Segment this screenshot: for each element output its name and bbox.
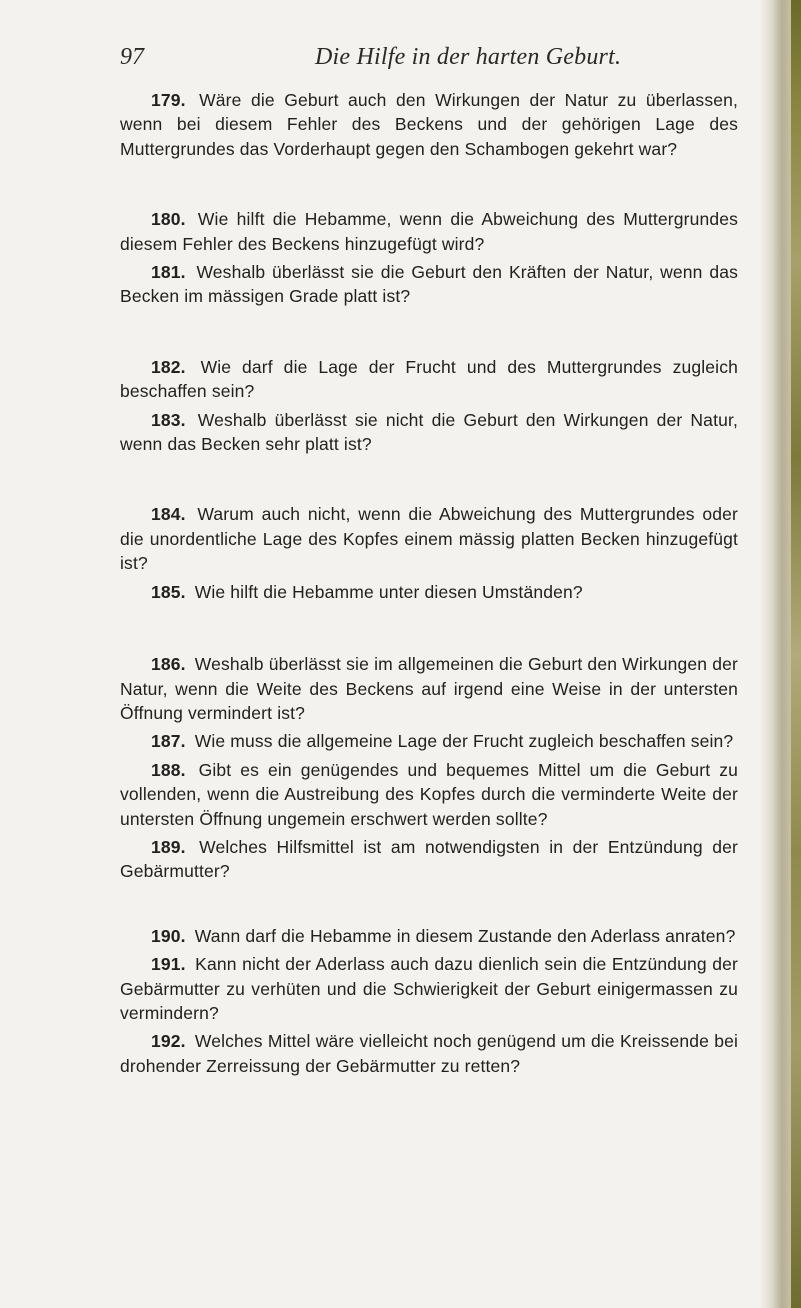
question-number: 185. <box>151 581 186 602</box>
question-number: 181. <box>151 262 186 283</box>
question-number: 187. <box>151 731 186 752</box>
question-text: Weshalb überlässt sie die Geburt den Kräften der Natur, wenn das Becken im mässigen Grade platt ist? <box>120 262 738 307</box>
question-text: Weshalb überlässt sie nicht die Geburt den Wirkungen der Natur, wenn das Becken sehr platt ist? <box>120 409 738 455</box>
question-number: 184. <box>151 504 186 525</box>
question-number: 179. <box>151 90 186 110</box>
question-183 <box>120 408 738 457</box>
question-text: Warum auch nicht, wenn die Abweichung des Muttergrundes oder die unordentliche Lage des Kopfes einem mässig platten Becken hinzugefügt ist? <box>120 504 739 574</box>
page-header <box>120 44 710 74</box>
question-number: 190. <box>151 925 186 946</box>
question-number: 192. <box>151 1031 186 1052</box>
question-number: 189. <box>151 836 186 857</box>
question-190 <box>120 924 738 948</box>
question-188 <box>120 758 738 831</box>
question-181 <box>120 260 738 309</box>
question-185 <box>120 580 738 604</box>
running-title: Die Hilfe in der harten Geburt. <box>315 44 622 70</box>
question-180 <box>120 207 738 256</box>
question-text: Wie hilft die Hebamme unter diesen Umständen? <box>194 581 583 602</box>
question-text: Wie muss die allgemeine Lage der Frucht zugleich beschaffen sein? <box>194 731 734 752</box>
question-text: Gibt es ein genügendes und bequemes Mittel um die Geburt zu vollenden, wenn die Austreibung des Kopfes durch die verminderte Weite der untersten Öffnung ungemein erschwert werden sollte? <box>120 759 739 829</box>
question-list <box>120 88 738 1078</box>
question-179 <box>120 88 738 161</box>
question-text: Welches Hilfsmittel ist am notwendigsten in der Entzündung der Gebärmutter? <box>120 836 738 882</box>
question-number: 182. <box>151 356 186 377</box>
question-text: Welches Mittel wäre vielleicht noch genügend um die Kreissende bei drohender Zerreissung der Gebärmutter zu retten? <box>120 1031 738 1076</box>
question-184 <box>120 502 738 575</box>
question-text: Wann darf die Hebamme in diesem Zustande den Aderlass anraten? <box>194 925 736 946</box>
question-189 <box>120 835 738 884</box>
question-text: Wie darf die Lage der Frucht und des Muttergrundes zugleich beschaffen sein? <box>120 356 738 402</box>
question-186 <box>120 652 738 725</box>
question-192 <box>120 1029 738 1078</box>
question-text: Kann nicht der Aderlass auch dazu dienlich sein die Entzündung der Gebärmutter zu verhüten und die Schwierigkeit der Geburt einigermassen zu vermindern? <box>120 954 738 1023</box>
page-binding-edge <box>759 0 801 1308</box>
question-number: 186. <box>151 654 186 675</box>
question-191 <box>120 952 738 1025</box>
question-text: Wäre die Geburt auch den Wirkungen der Natur zu überlassen, wenn bei diesem Fehler des Beckens und der gehörigen Lage des Muttergrundes das Vorderhaupt gegen den Schambogen gekehrt war? <box>120 90 738 159</box>
question-187 <box>120 729 738 753</box>
question-text: Weshalb überlässt sie im allgemeinen die Geburt den Wirkungen der Natur, wenn die Weite des Beckens auf irgend eine Weise in der untersten Öffnung vermindert ist? <box>120 654 739 723</box>
question-number: 183. <box>151 409 186 430</box>
question-182 <box>120 355 738 404</box>
question-number: 180. <box>151 209 186 230</box>
question-number: 188. <box>151 759 186 780</box>
question-text: Wie hilft die Hebamme, wenn die Abweichung des Muttergrundes diesem Fehler des Beckens hinzugefügt wird? <box>120 209 739 254</box>
question-number: 191. <box>151 954 186 975</box>
page-number: 97 <box>120 44 144 70</box>
